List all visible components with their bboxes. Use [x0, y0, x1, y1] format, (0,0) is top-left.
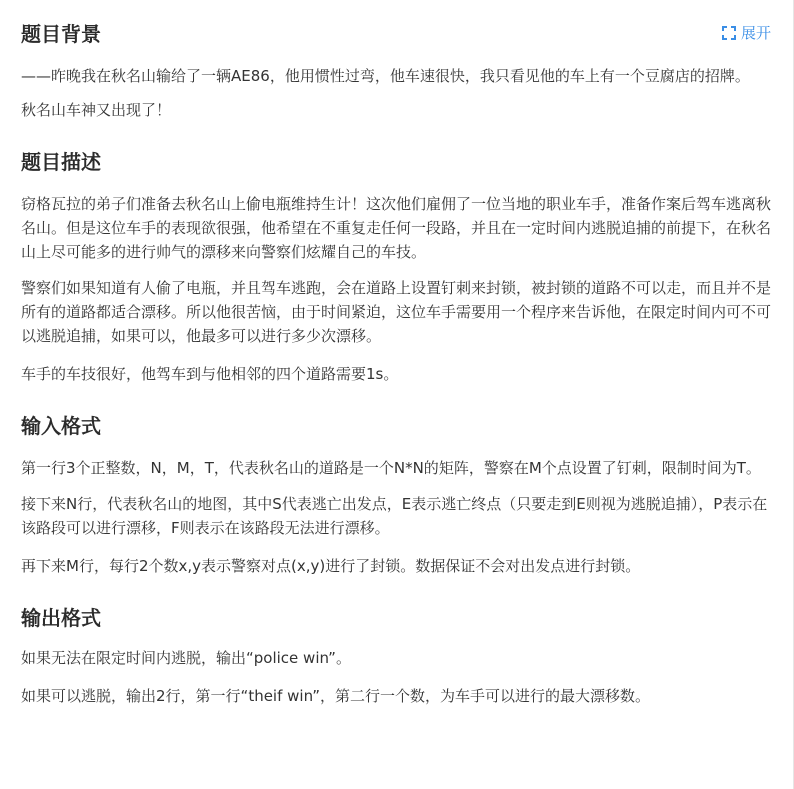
problem-content [21, 0, 771, 708]
section-background [21, 20, 771, 122]
paragraph: 第一行3个正整数，N，M，T，代表秋名山的道路是一个N*N的矩阵，警察在M个点设置了钉刺，限制时间为T。 [21, 459, 761, 477]
section-description [21, 148, 771, 386]
paragraph: 接下来N行，代表秋名山的地图，其中S代表逃亡出发点，E表示逃亡终点（只要走到E则视为逃脱追捕），P表示在该路段可以进行漂移，F则表示在该路段无法进行漂移。 [21, 495, 768, 537]
paragraph: 警察们如果知道有人偷了电瓶，并且驾车逃跑，会在道路上设置钉刺来封锁，被封锁的道路不可以走，而且并不是所有的道路都适合漂移。所以他很苦恼，由于时间紧迫，这位车手需要用一个程序来告诉他，在限定时间内可不可以逃脱追捕，如果可以，他最多可以进行多少次漂移。 [21, 279, 772, 345]
paragraph: 如果可以逃脱，输出2行，第一行“theif win”，第二行一个数，为车手可以进行的最大漂移数。 [21, 687, 651, 705]
section-title-output-format: 输出格式 [21, 606, 101, 630]
paragraph: 秋名山车神又出现了！ [21, 101, 172, 119]
expand-label: 展开 [740, 24, 771, 42]
section-output-format [21, 604, 771, 708]
section-title-background: 题目背景 [21, 22, 101, 46]
paragraph: ——昨晚我在秋名山输给了一辆AE86，他用惯性过弯，他车速很快，我只看见他的车上有一个豆腐店的招牌。 [21, 67, 750, 85]
section-title-description: 题目描述 [21, 150, 101, 174]
section-title-input-format: 输入格式 [21, 414, 101, 438]
paragraph: 窃格瓦拉的弟子们准备去秋名山上偷电瓶维持生计！这次他们雇佣了一位当地的职业车手，准备作案后驾车逃离秋名山。但是这位车手的表现欲很强，他希望在不重复走任何一段路，并且在一定时间内逃脱追捕的前提下，在秋名山上尽可能多的进行帅气的漂移来向警察们炫耀自己的车技。 [21, 195, 772, 261]
paragraph: 再下来M行，每行2个数x,y表示警察对点(x,y)进行了封锁。数据保证不会对出发点进行封锁。 [21, 557, 641, 575]
paragraph: 如果无法在限定时间内逃脱，输出“police win”。 [21, 649, 351, 667]
section-input-format [21, 412, 771, 578]
paragraph: 车手的车技很好，他驾车到与他相邻的四个道路需要1s。 [21, 365, 399, 383]
